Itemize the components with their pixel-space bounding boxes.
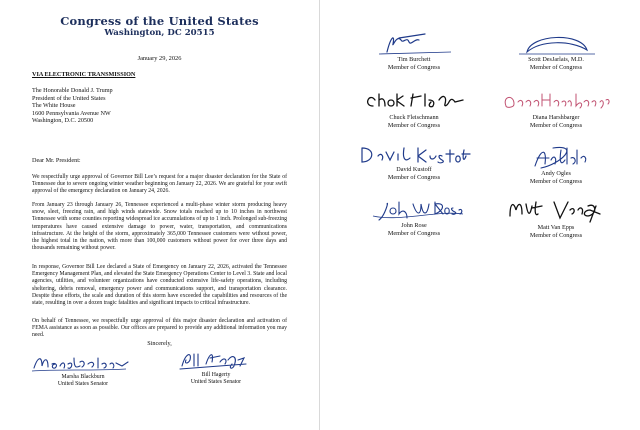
body-paragraph: In response, Governor Bill Lee declared a State of Emergency on January 22, 2026, activated the Tennessee Emergency Management Plan, and elevated the State Emergency Operations Center to Level 3. State and local agencies, utilities, and volunteer organizations have conducted extensive life-safety operations, including sheltering, debris removal, emergency power and communications support, and transportation clearance. Despite these efforts, the scale and duration of this storm have exceeded the capabilities and resources of the state, resulting in over a dozen tragic fatalities and significant impacts to critical infrastructure. [32,264,287,307]
signature-desjarlais-icon [501,30,611,56]
member-title: Member of Congress [529,231,583,239]
member-signature-block [349,30,479,71]
member-name: David Kustoff [396,166,432,173]
closing: Sincerely, [147,340,172,347]
signature-page [321,0,640,430]
address-line: The White House [32,102,76,109]
member-title: Member of Congress [529,121,583,129]
signature-blackburn-icon [30,352,136,374]
body-paragraph: We respectfully urge approval of Governor Bill Lee’s request for a major disaster declaration for the State of Tennessee due to severe ongoing winter weather beginning on January 22, 2026. We are grateful for your swift approval of the emergency declaration on January 24, 2026. [32,174,287,195]
member-title: Member of Congress [387,63,441,71]
senator-name: Bill Hagerty [201,372,231,378]
page-divider [319,0,320,430]
signature-van-epps-icon [496,196,616,224]
salutation: Dear Mr. President: [32,157,81,164]
transmission-line: VIA ELECTRONIC TRANSMISSION [32,71,136,78]
signature-kustoff-icon [354,144,474,166]
letter-date: January 29, 2026 [137,55,182,62]
member-name: Scott DesJarlais, M.D. [528,56,584,63]
member-title: Member of Congress [387,121,441,129]
member-name: Diana Harshbarger [532,114,580,121]
recipient-address [32,87,113,125]
member-signature-block [491,196,621,239]
senator-title: United States Senator [57,381,109,388]
member-signature-block [491,144,621,185]
signature-fleischmann-icon [359,88,469,114]
member-name: Chuck Fleischmann [389,114,439,121]
address-line: The Honorable Donald J. Trump [32,87,113,94]
member-title: Member of Congress [387,173,441,181]
member-name: Andy Ogles [541,170,571,177]
member-signature-block [349,88,479,129]
body-paragraph: From January 23 through January 26, Tennessee experienced a multi-phase winter storm producing heavy snow, sleet, freezing rain, and high winds statewide. Snow totals reached up to 10 inches in northwest Tennessee with some counties reporting widespread ice accumulations of up to 1 inch. Prolonged sub-freezing temperatures have caused extensive damage to power, water, transportation, and communications infrastructure. At the height of the storm, approximately 365,000 Tennessee customers were without power, the highest total in the nation, with more than 100,000 customers without power for over three days and thousands remaining without power. [32,202,287,252]
member-signature-block [491,30,621,71]
senator-signature-block [176,348,256,386]
member-signature-block [491,88,621,129]
senator-title: United States Senator [190,379,242,386]
signature-harshbarger-icon [496,88,616,114]
body-paragraph: On behalf of Tennessee, we respectfully urge approval of this major disaster declaration and activation of FEMA assistance as soon as possible. Our offices are prepared to provide any additional information you may need. [32,318,287,339]
member-title: Member of Congress [387,229,441,237]
senator-name: Marsha Blackburn [61,374,105,380]
signature-ogles-icon [501,144,611,170]
senator-signature-block [28,352,138,388]
letterhead [0,15,319,39]
signature-burchett-icon [359,30,469,56]
member-name: John Rose [401,222,427,229]
member-signature-block [349,196,479,237]
member-title: Member of Congress [529,177,583,185]
member-name: Matt Van Epps [537,224,575,231]
address-line: President of the United States [32,94,106,102]
signature-hagerty-icon [176,348,256,372]
member-title: Member of Congress [529,63,583,71]
letterhead-title: Congress of the United States [60,14,259,28]
member-name: Tim Burchett [397,56,431,63]
letterhead-address: Washington, DC 20515 [104,28,215,38]
signature-rose-icon [359,196,469,222]
member-signature-block [349,144,479,181]
letter-page [0,0,319,430]
address-line: 1600 Pennsylvania Avenue NW [32,109,111,117]
address-line: Washington, D.C. 20500 [32,117,94,124]
